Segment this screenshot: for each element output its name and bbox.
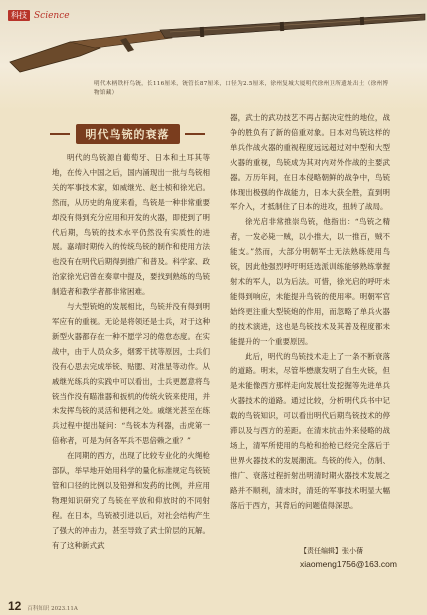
musket-photo: [0, 0, 427, 110]
page-footer: [8, 599, 78, 613]
section-tag-en: Science: [34, 10, 70, 21]
section-title-bar: [50, 125, 205, 143]
editor-credit: [300, 545, 420, 571]
article-column-left: [52, 151, 210, 553]
paragraph: 在同期的西方，出现了比较专业化的火绳枪部队，举早地开始用科学的量化标准规定鸟铳铳管和口径的比例以及铅弹和发药的比例，并应用物理知识研究了鸟铳在平放和仰放时的不同射程。在日本，鸟铳被引进以后，对社会结构产生了强大的冲击力，甚至导致了武士阶层的瓦解。有了这种新式武: [52, 451, 210, 550]
photo-caption: 明代木柄铁杆鸟铳，长116厘米，铳管长87厘米，口径为2.5厘米，徐州复城大厦明代徐州卫所遗址出土（徐州博物馆藏）: [94, 81, 389, 96]
editor-email: xiaomeng1756@163.com: [300, 559, 397, 569]
paragraph: 器，武士的武功技艺不再占据决定性的地位，战争的胜负有了新的倍重对象。日本对鸟铳这样的单兵作战火器的重视程度远远超过对中型和大型火器的重视，鸟铳成为其对内对外作战的主要武器。万历年间，在日本侵略朝鲜的战争中，鸟铳体现出极强的作战能力，日本大获全胜，直到明军介入，才抵制住了日本的进攻，扭转了战局。: [230, 113, 390, 212]
editor-label: 【责任编辑】张小蒨: [300, 547, 363, 555]
page-number: 12: [8, 599, 22, 613]
section-tag-cn: 科技: [8, 10, 30, 21]
section-title: 明代鸟铳的衰落: [76, 124, 180, 144]
article-column-right: [230, 111, 390, 513]
paragraph: 与大型铳炮的发展相比，鸟铳并没有得到明军应有的重视。无论是将领还是士兵，对于这种新型火器都存在一种不愿学习的倦怠态度。在实战中，由于人员众多，烟雾干扰等原因，士兵们没有心思去完成举铳、贴腮、对准星等动作。从戚继光练兵的实践中可以看出，士兵更愿意将鸟铳当作没有瞄准器和扳机的传统火铳来使用，并未发挥鸟铳的灵活和便利之处。戚继光甚至在练兵过程中提出疑问：“鸟铳本为利器，击虎第一倍称者，可是为何各军兵不思倍赖之重？”: [52, 302, 210, 446]
magazine-issue: 百科知识 2023.11A: [27, 606, 78, 612]
paragraph: 明代的鸟铳源自葡萄牙、日本和土耳其等地，在传入中国之后，国内涌现出一批与鸟铳相关的军事技术家，如威继光、赵士桢和徐光启。然而，从历史的角度来看，鸟铳是一种非常重要却没有得到充分应用和开发的火器，即使到了明代后期，鸟铳的技术水平仍然没有实质性的进展。嘉靖时期传入的传统鸟铳的制作和使用方法也没有在明代后期得到推广和普及。科学家、政治家徐光启曾在奏章中提及，要找到熟练的鸟铳制造者和教学者都非常困难。: [52, 153, 210, 297]
section-tag: [8, 10, 70, 21]
paragraph: 徐光启非常推崇鸟铳，他指出：“鸟铳之精者，一发必毙一贼，以小推大，以一推百，贼不能支。”然而，大部分明朝军士无法熟练使用鸟铳，因此他强烈呼吁明廷选派训练能够熟练掌握射术的军人，以为后法。可惜，徐光启的呼吁未能得到响应，未能提升鸟铳的使用率。明朝军官始终更注重大型铳炮的作用，而忽略了单兵火器的技术演进，这也是鸟铳技术及其普及程度都未能提升的一个重要原因。: [230, 217, 390, 346]
paragraph: 此后，明代的鸟铳技术走上了一条不断衰落的道路。明末，尽管毕懋康发明了自生火铳，但是未能像西方那样走向发展壮发挖掘等先进单兵火器技术的道路。通过比较，分析明代兵书中记载的鸟铳知识，可以看出明代后期鸟铳技术的停滞以及与西方的差距。在清末抗击外来侵略的战场上，清军所使用的鸟枪和抬枪已经完全落后于世界火器技术的发展潮流。鸟铳的传入，仿制、推广、衰落过程折射出明清时期火器技术发展之路并不顺利，清末时，清廷的军事技术明显大幅落后于西方，其背后的问题值得深思。: [230, 351, 390, 510]
